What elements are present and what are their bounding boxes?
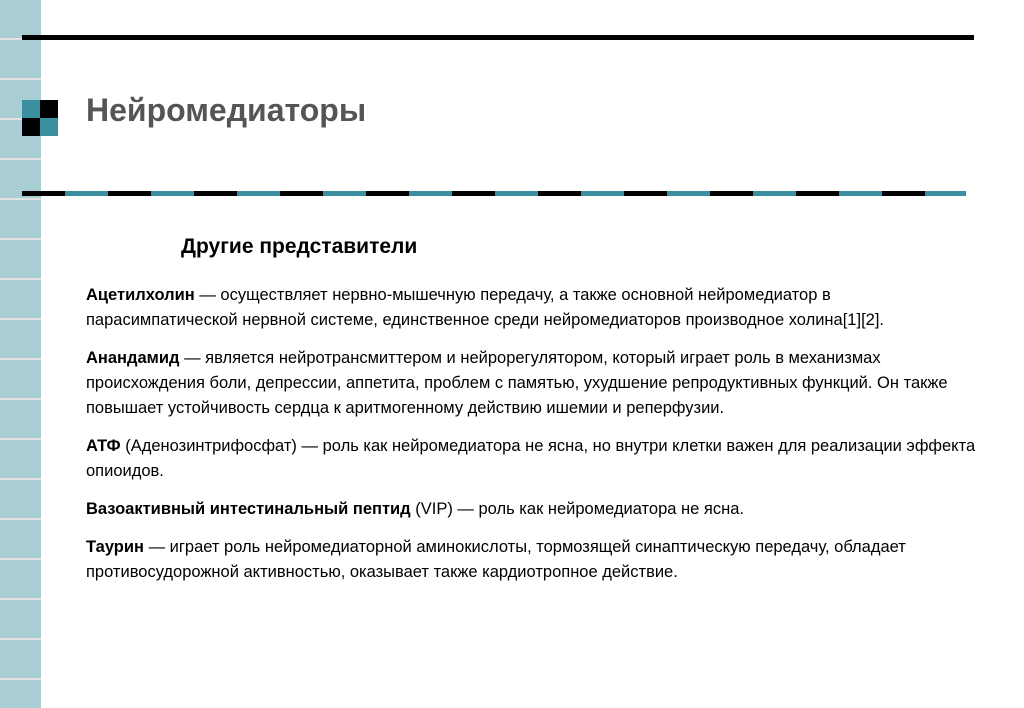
paragraph-atp: [86, 434, 986, 484]
text-taurine: — играет роль нейромедиаторной аминокислоты, тормозящей синаптическую передачу, обладает противосудорожной активностью, оказывает также кардиотропное действие.: [86, 538, 906, 581]
text-atp: (Аденозинтрифосфат) — роль как нейромедиатора не ясна, но внутри клетки важен для реализации эффекта опиоидов.: [86, 437, 976, 480]
slide-title: Нейромедиаторы: [86, 92, 367, 128]
square-teal-top-left: [22, 100, 40, 118]
dashed-divider-rule: [22, 191, 966, 196]
section-subtitle: Другие представители: [181, 235, 418, 258]
square-black-bottom-left: [22, 118, 40, 136]
square-teal-bottom-right: [40, 118, 58, 136]
checker-squares-icon: [22, 100, 58, 136]
text-anandamide: — является нейротрансмиттером и нейрорегулятором, который играет роль в механизмах происхождения боли, депрессии, аппетита, проблем с памятью, ухудшение репродуктивных функций. Он также повышает устойчивость сердца к аритмогенному действию ишемии и реперфузии.: [86, 349, 948, 417]
paragraph-acetylcholine: [86, 283, 986, 333]
term-taurine: Таурин: [86, 538, 144, 556]
term-acetylcholine: Ацетилхолин: [86, 286, 195, 304]
paragraph-anandamide: [86, 346, 986, 421]
slide-content: [86, 283, 986, 598]
paragraph-taurine: [86, 535, 986, 585]
top-rule: [22, 35, 974, 40]
square-black-top-right: [40, 100, 58, 118]
term-atp: АТФ: [86, 437, 121, 455]
paragraph-vip: [86, 497, 986, 522]
text-vip: (VIP) — роль как нейромедиатора не ясна.: [410, 500, 744, 518]
text-acetylcholine: — осуществляет нервно-мышечную передачу, а также основной нейромедиатор в парасимпатической нервной системе, единственное среди нейромедиаторов производное холина[1][2].: [86, 286, 884, 329]
term-vip: Вазоактивный интестинальный пептид: [86, 500, 411, 518]
term-anandamide: Анандамид: [86, 349, 180, 367]
